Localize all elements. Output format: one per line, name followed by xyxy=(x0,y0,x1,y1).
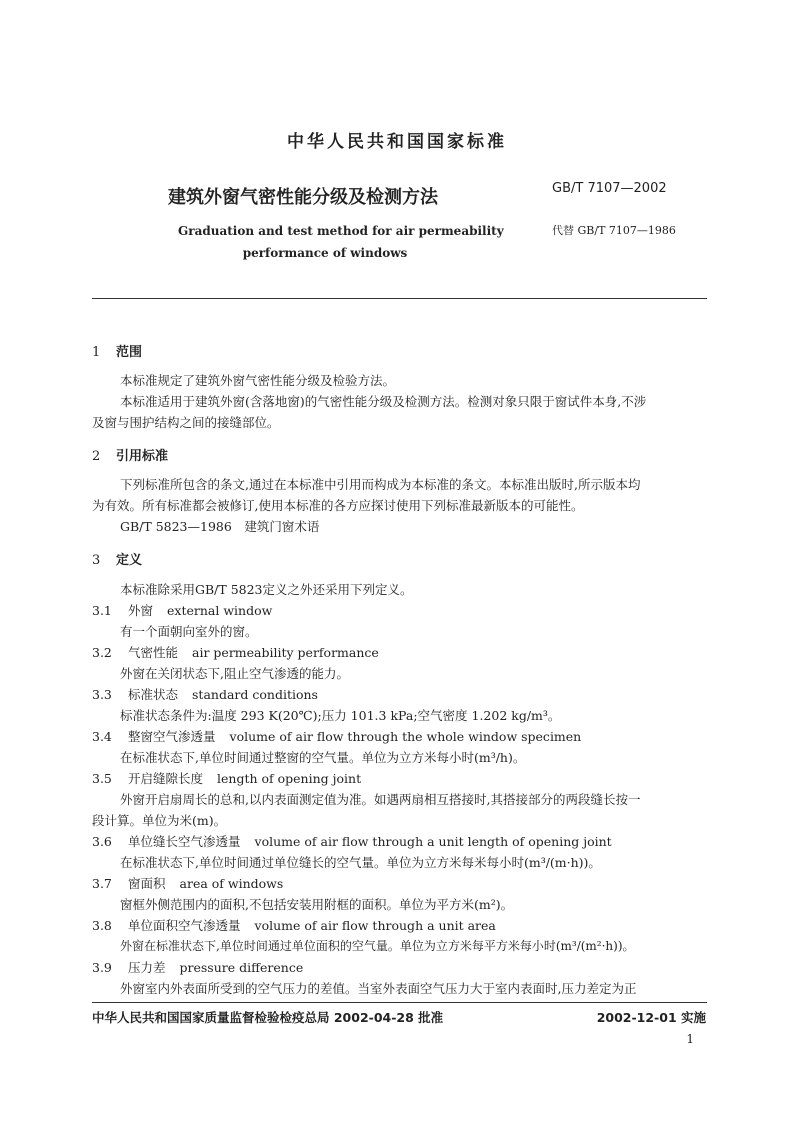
term-cn: 外窗 xyxy=(128,603,154,618)
paragraph: 本标准适用于建筑外窗(含落地窗)的气密性能分级及检测方法。检测对象只限于窗试件本身,不涉 xyxy=(120,394,647,409)
section-number: 2 xyxy=(92,449,101,464)
clause-number: 3.8 xyxy=(92,918,112,933)
definition-term xyxy=(92,769,361,787)
clause-number: 3.1 xyxy=(92,603,112,618)
page-number: 1 xyxy=(686,1032,694,1046)
section-heading-references xyxy=(92,445,168,464)
term-en: standard conditions xyxy=(192,687,318,702)
replaces-standard: 代替 GB/T 7107—1986 xyxy=(552,224,676,237)
term-en: air permeability performance xyxy=(192,645,379,660)
definition-term xyxy=(92,916,496,934)
standard-number: GB/T 7107—2002 xyxy=(552,181,667,196)
term-en: volume of air flow through the whole window specimen xyxy=(229,729,582,744)
section-title: 范围 xyxy=(116,345,143,360)
section-title: 引用标准 xyxy=(116,449,169,464)
clause-number: 3.5 xyxy=(92,771,112,786)
definition-term xyxy=(92,643,379,661)
definition-body-continuation: 段计算。单位为米(m)。 xyxy=(92,813,227,828)
definition-body: 在标准状态下,单位时间通过单位缝长的空气量。单位为立方米每米每小时(m³/(m·h))。 xyxy=(120,855,601,870)
term-en: volume of air flow through a unit length of opening joint xyxy=(254,834,612,849)
term-cn: 窗面积 xyxy=(128,876,166,891)
definition-body: 外窗室内外表面所受到的空气压力的差值。当室外表面空气压力大于室内表面时,压力差定为正 xyxy=(120,981,637,996)
implementation-date: 2002-12-01 实施 xyxy=(596,1010,706,1025)
definition-term xyxy=(92,685,318,703)
definition-body: 外窗在关闭状态下,阻止空气渗透的能力。 xyxy=(120,666,349,681)
definition-term xyxy=(92,727,581,745)
definition-body: 窗框外侧范围内的面积,不包括安装用附框的面积。单位为平方米(m²)。 xyxy=(120,897,514,912)
reference-entry: GB/T 5823—1986 建筑门窗术语 xyxy=(120,519,320,534)
term-en: area of windows xyxy=(179,876,284,891)
term-cn: 开启缝隙长度 xyxy=(128,771,204,786)
paragraph-continuation: 及窗与围护结构之间的接缝部位。 xyxy=(92,415,280,430)
term-cn: 压力差 xyxy=(128,960,166,975)
paragraph-continuation: 为有效。所有标准都会被修订,使用本标准的各方应探讨使用下列标准最新版本的可能性。 xyxy=(92,498,584,513)
term-cn: 气密性能 xyxy=(128,645,179,660)
definition-term xyxy=(92,874,283,892)
definition-body: 外窗在标准状态下,单位时间通过单位面积的空气量。单位为立方米每平方米每小时(m³/(m²·h))。 xyxy=(120,939,635,953)
term-en: pressure difference xyxy=(179,960,304,975)
term-cn: 整窗空气渗透量 xyxy=(128,729,216,744)
definition-body: 有一个面朝向室外的窗。 xyxy=(120,624,258,639)
term-cn: 标准状态 xyxy=(128,687,179,702)
clause-number: 3.6 xyxy=(92,834,112,849)
term-en: volume of air flow through a unit area xyxy=(254,918,496,933)
definition-body: 标准状态条件为:温度 293 K(20℃);压力 101.3 kPa;空气密度 1.202 kg/m³。 xyxy=(120,708,561,723)
definition-term xyxy=(92,832,612,850)
clause-number: 3.9 xyxy=(92,960,112,975)
definition-body: 在标准状态下,单位时间通过整窗的空气量。单位为立方米每小时(m³/h)。 xyxy=(120,750,526,765)
definition-term xyxy=(92,958,303,976)
section-title: 定义 xyxy=(116,553,143,568)
definition-term xyxy=(92,601,272,619)
definition-body: 外窗开启扇周长的总和,以内表面测定值为准。如遇两扇相互搭接时,其搭接部分的两段缝长按一 xyxy=(120,792,641,807)
document-title-cn: 建筑外窗气密性能分级及检测方法 xyxy=(168,187,438,208)
section-number: 3 xyxy=(92,553,101,568)
paragraph: 下列标准所包含的条文,通过在本标准中引用而构成为本标准的条文。本标准出版时,所示版本均 xyxy=(120,477,641,492)
header-divider xyxy=(92,298,707,299)
term-en: external window xyxy=(167,603,273,618)
section-number: 1 xyxy=(92,345,101,360)
term-cn: 单位缝长空气渗透量 xyxy=(128,834,241,849)
clause-number: 3.4 xyxy=(92,729,112,744)
term-cn: 单位面积空气渗透量 xyxy=(128,918,241,933)
document-title-en-line2: performance of windows xyxy=(242,246,408,260)
footer-divider xyxy=(92,1002,707,1003)
clause-number: 3.2 xyxy=(92,645,112,660)
clause-number: 3.3 xyxy=(92,687,112,702)
issuing-body-heading: 中华人民共和国国家标准 xyxy=(287,132,507,152)
clause-number: 3.7 xyxy=(92,876,112,891)
term-en: length of opening joint xyxy=(217,771,362,786)
section-heading-definitions xyxy=(92,549,142,568)
section-heading-scope xyxy=(92,341,142,360)
paragraph: 本标准除采用GB/T 5823定义之外还采用下列定义。 xyxy=(120,582,413,597)
document-title-en-line1: Graduation and test method for air permeability xyxy=(178,224,504,238)
approval-statement: 中华人民共和国国家质量监督检验检疫总局 2002-04-28 批准 xyxy=(92,1010,444,1025)
paragraph: 本标准规定了建筑外窗气密性能分级及检验方法。 xyxy=(120,373,396,388)
